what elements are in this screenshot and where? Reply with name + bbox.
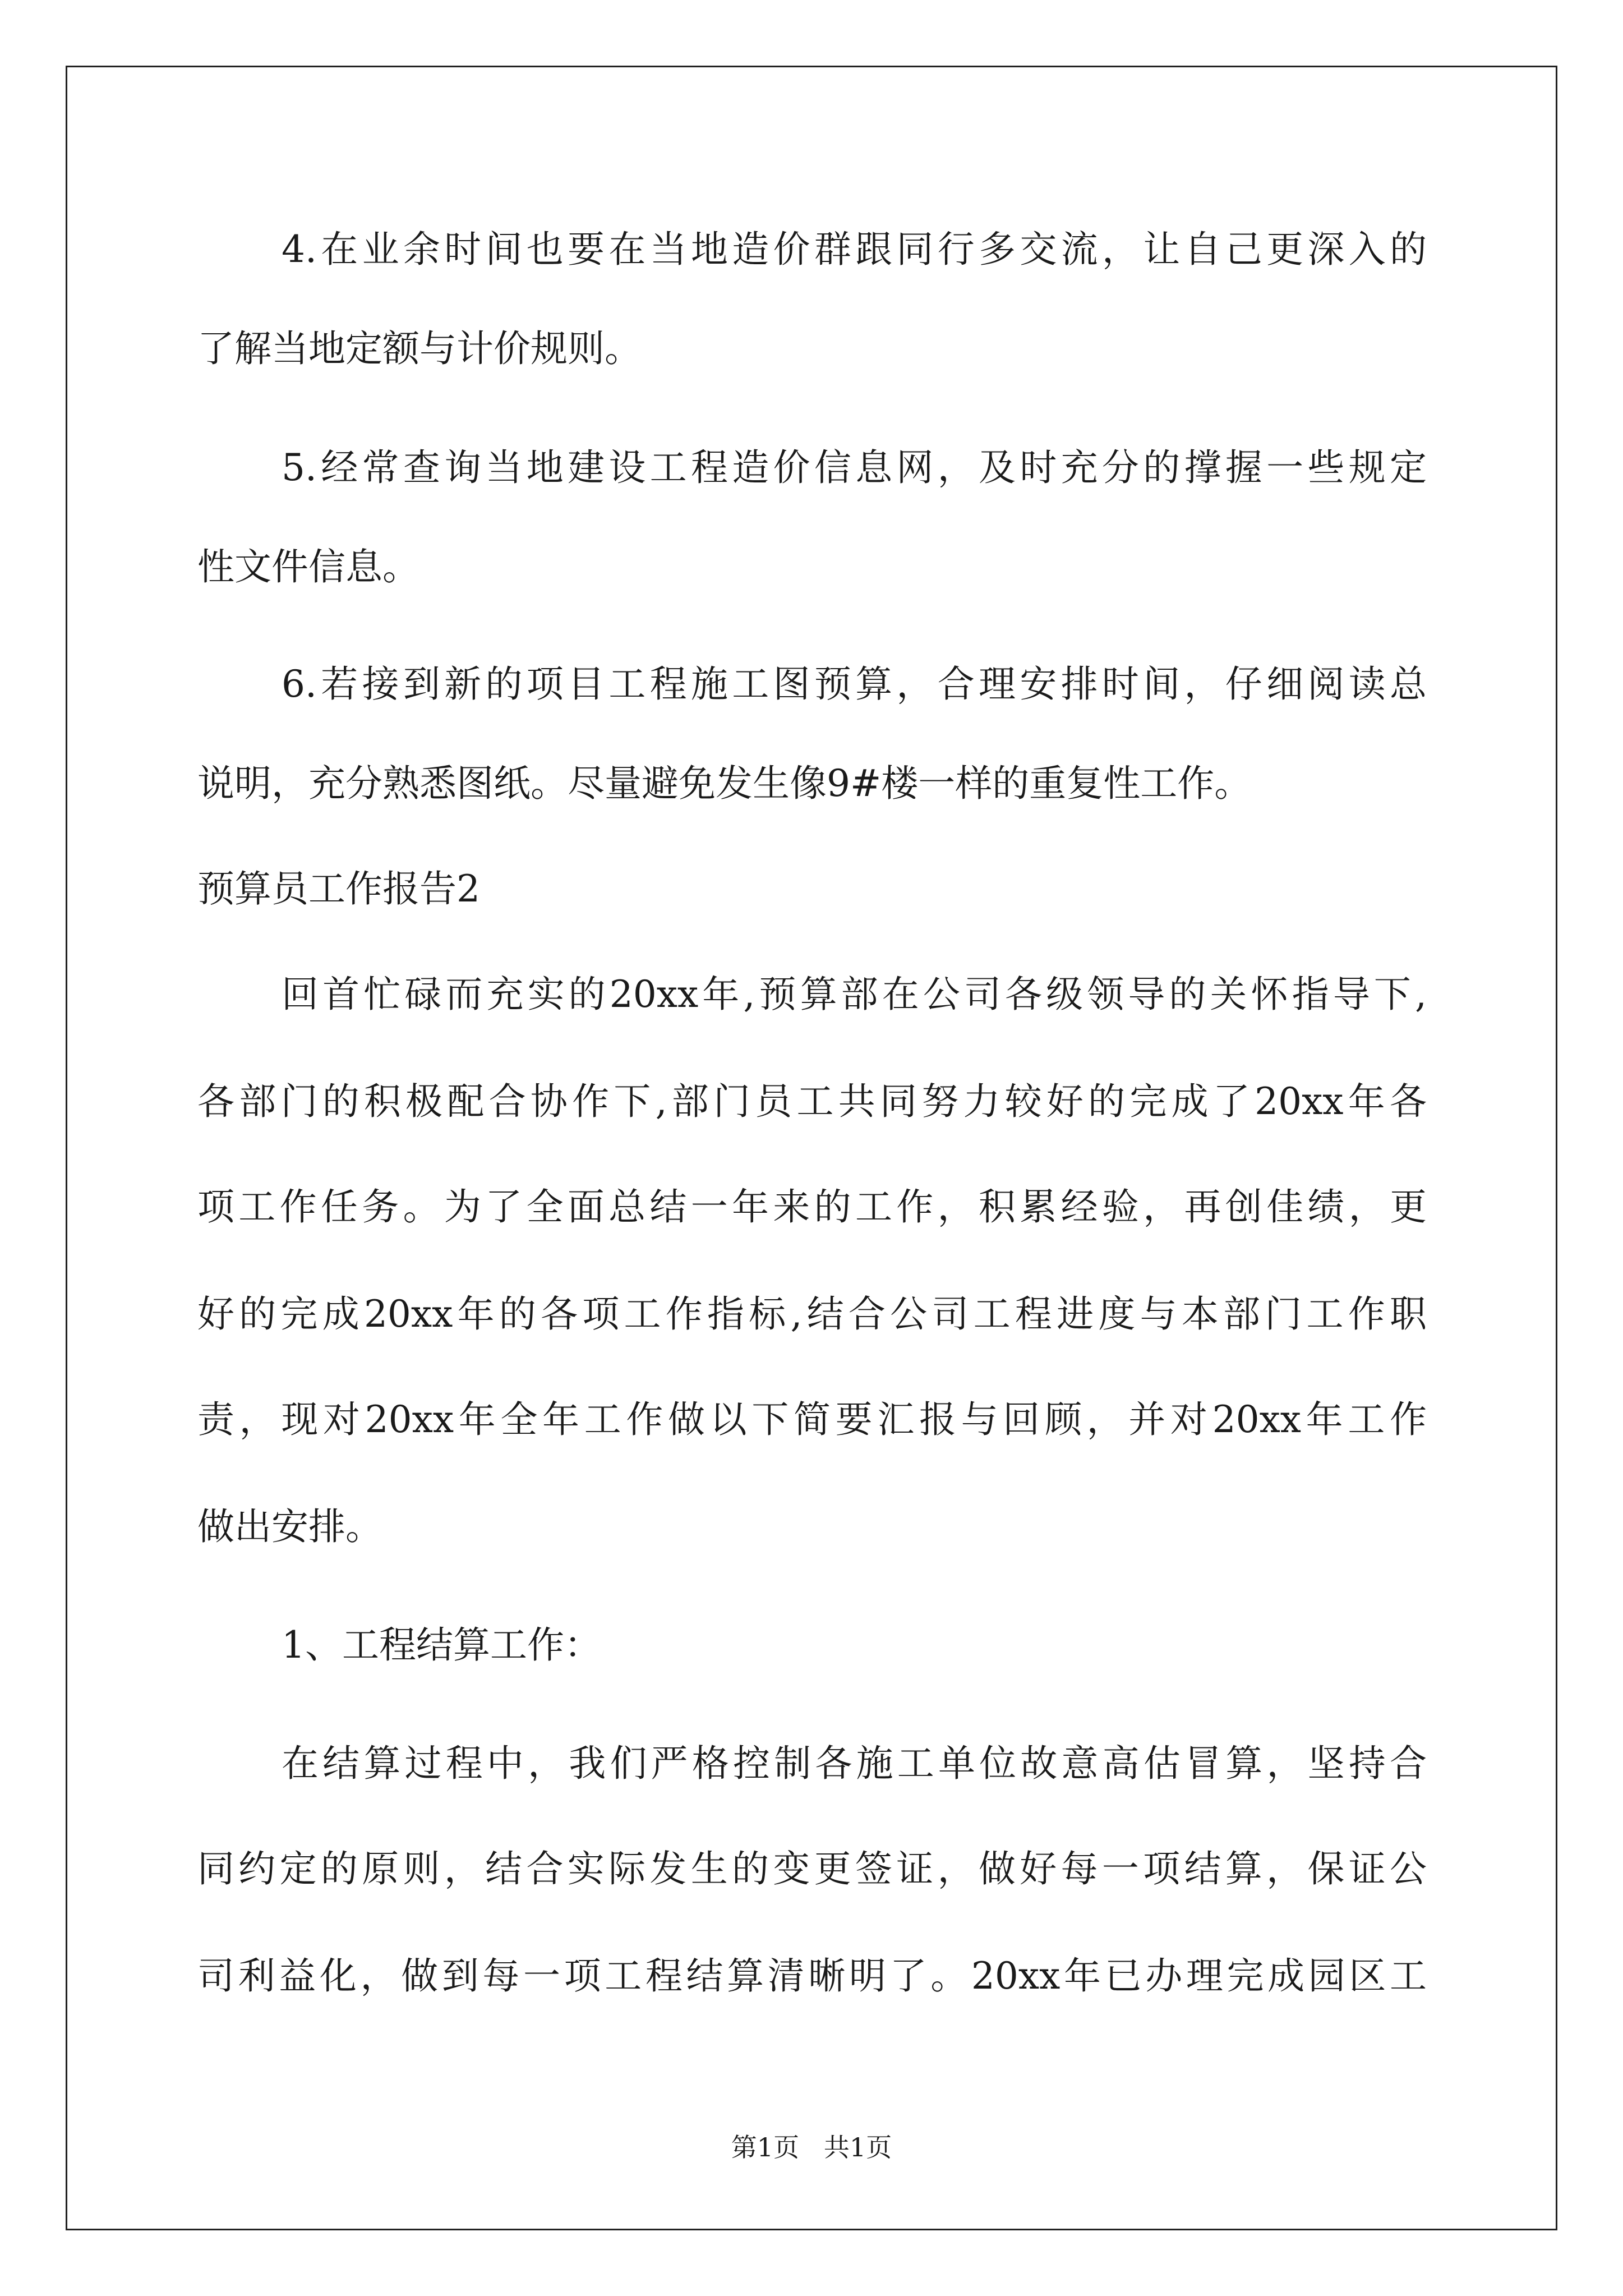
paragraph-line: 了解当地定额与计价规则。 [197, 327, 642, 370]
paragraph-line: 性文件信息。 [197, 545, 419, 588]
paragraph-line: 4.在业余时间也要在当地造价群跟同行多交流，让自己更深入的 [282, 228, 1427, 271]
paragraph-line: 责，现对20xx年全年工作做以下简要汇报与回顾，并对20xx年工作 [197, 1398, 1427, 1441]
paragraph-line: 做出安排。 [197, 1505, 382, 1548]
paragraph-line: 在结算过程中，我们严格控制各施工单位故意高估冒算，坚持合 [282, 1742, 1427, 1785]
paragraph-line: 说明，充分熟悉图纸。尽量避免发生像9#楼一样的重复性工作。 [197, 762, 1252, 805]
paragraph-line: 项工作任务。为了全面总结一年来的工作，积累经验，再创佳绩，更 [197, 1185, 1427, 1228]
paragraph-line: 同约定的原则，结合实际发生的变更签证，做好每一项结算，保证公 [197, 1847, 1427, 1890]
paragraph-line: 6.若接到新的项目工程施工图预算，合理安排时间，仔细阅读总 [282, 662, 1427, 706]
paragraph-line: 好的完成20xx年的各项工作指标,结合公司工程进度与本部门工作职 [197, 1292, 1427, 1336]
subsection-heading: 1、工程结算工作： [282, 1623, 601, 1667]
section-heading: 预算员工作报告2 [197, 867, 480, 910]
paragraph-line: 各部门的积极配合协作下,部门员工共同努力较好的完成了20xx年各 [197, 1080, 1427, 1123]
page-number-footer: 第1页 共1页 [731, 2132, 892, 2162]
paragraph-line: 回首忙碌而充实的20xx年,预算部在公司各级领导的关怀指导下, [282, 973, 1427, 1016]
paragraph-line: 司利益化，做到每一项工程结算清晰明了。20xx年已办理完成园区工 [197, 1954, 1427, 1998]
page-border [66, 66, 1557, 2230]
paragraph-line: 5.经常查询当地建设工程造价信息网，及时充分的撑握一些规定 [282, 446, 1427, 489]
